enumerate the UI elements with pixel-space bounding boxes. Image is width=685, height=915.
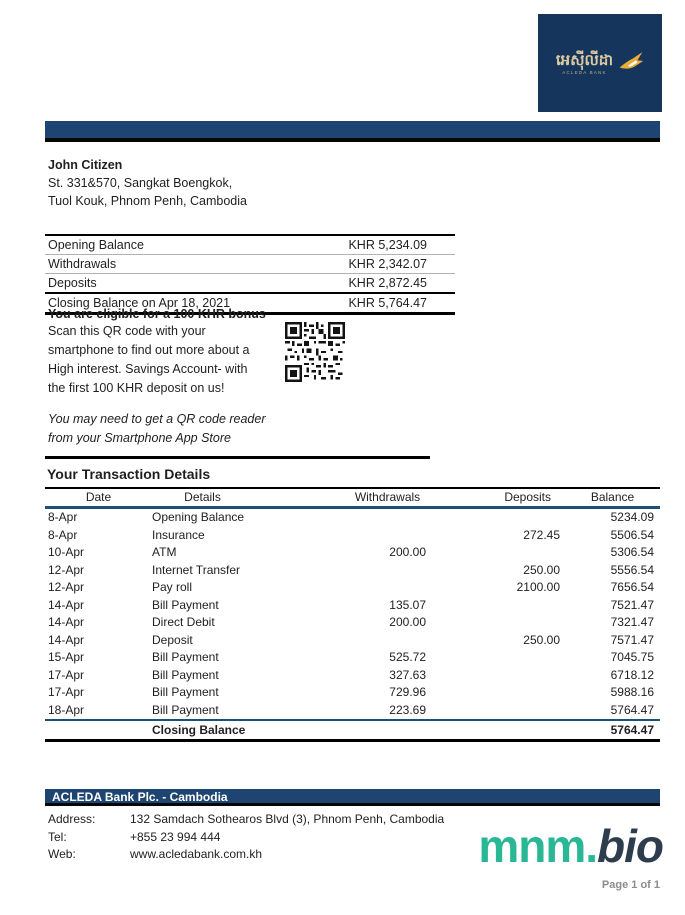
cell-date: 8-Apr	[48, 527, 78, 542]
cell-withdrawals	[345, 579, 430, 597]
cell-balance: 5556.54	[610, 562, 654, 577]
transactions-title: Your Transaction Details	[47, 466, 211, 482]
promo-note	[45, 410, 430, 448]
table-row	[45, 667, 660, 685]
acleda-logo	[538, 14, 662, 112]
table-row	[45, 509, 660, 527]
cell-withdrawals: 200.00	[389, 545, 426, 559]
cell-balance: 7656.54	[610, 580, 654, 594]
cell-date: 8-Apr	[48, 510, 78, 524]
cell-deposits	[430, 684, 565, 702]
promo-body-line: Scan this QR code with your	[48, 324, 206, 338]
table-row	[45, 632, 660, 650]
cell-date: 18-Apr	[48, 702, 85, 717]
header-bar	[45, 121, 660, 142]
table-row	[45, 614, 660, 632]
cell-date: 14-Apr	[48, 597, 85, 612]
column-header-deposits: Deposits	[504, 490, 551, 504]
cell-balance: 7521.47	[610, 597, 654, 612]
cell-date: 14-Apr	[48, 615, 85, 629]
contact-row-tel	[48, 829, 444, 847]
cell-balance: 5306.54	[610, 545, 654, 559]
closing-balance-row	[45, 719, 660, 742]
cell-details: Insurance	[152, 527, 205, 542]
cell-date: 10-Apr	[48, 545, 85, 559]
cell-details: Opening Balance	[152, 510, 245, 524]
contact-row-address	[48, 811, 444, 829]
cell-deposits	[430, 702, 565, 720]
summary-row-deposits	[45, 274, 455, 294]
cell-withdrawals	[345, 527, 430, 545]
cell-withdrawals: 223.69	[389, 702, 426, 717]
cell-details: Bill Payment	[152, 650, 219, 664]
promo-headline: You are eligible for a 100 KHR bonus	[48, 307, 266, 321]
cell-deposits	[430, 614, 565, 632]
cell-withdrawals	[345, 509, 430, 527]
cell-details: Bill Payment	[152, 597, 219, 612]
promo-note-line: You may need to get a QR code reader	[48, 412, 266, 426]
cell-date: 15-Apr	[48, 650, 85, 664]
web-value: www.acledabank.com.kh	[130, 847, 263, 861]
footer-bank-bar	[45, 789, 660, 806]
table-row	[45, 702, 660, 720]
cell-deposits: 2100.00	[516, 580, 560, 594]
tel-value: +855 23 994 444	[130, 829, 221, 844]
cell-date: 17-Apr	[48, 667, 85, 682]
cell-withdrawals	[345, 632, 430, 650]
web-label: Web:	[48, 847, 76, 861]
footer-bank-title: ACLEDA Bank Plc. - Cambodia	[52, 790, 228, 804]
promo-body-line: smartphone to find out more about a	[48, 343, 250, 357]
cell-withdrawals	[345, 562, 430, 580]
logo-row	[556, 51, 644, 76]
summary-value: KHR 2,342.07	[348, 257, 427, 271]
cell-withdrawals: 327.63	[389, 667, 426, 682]
summary-value: KHR 5,234.09	[348, 238, 427, 252]
contact-row-web	[48, 846, 444, 864]
cell-details: Deposit	[152, 632, 193, 647]
column-header-details: Details	[184, 490, 221, 504]
closing-balance-label: Closing Balance	[152, 723, 246, 737]
summary-label: Opening Balance	[48, 238, 144, 252]
recipient-address-line2: Tuol Kouk, Phnom Penh, Cambodia	[48, 194, 247, 208]
summary-value: KHR 5,764.47	[348, 296, 427, 310]
cell-balance: 7045.75	[610, 650, 654, 664]
column-header-balance: Balance	[590, 490, 635, 504]
cell-details: ATM	[152, 545, 177, 559]
column-header-withdrawals: Withdrawals	[354, 490, 421, 504]
column-header-date: Date	[85, 490, 112, 504]
cell-deposits	[430, 597, 565, 615]
bird-icon	[618, 51, 644, 76]
cell-details: Bill Payment	[152, 685, 219, 699]
cell-date: 12-Apr	[48, 580, 85, 594]
summary-label: Deposits	[48, 276, 97, 290]
cell-details: Direct Debit	[152, 615, 215, 629]
summary-row-withdrawals	[45, 255, 455, 274]
cell-withdrawals: 525.72	[389, 650, 426, 664]
cell-deposits	[430, 544, 565, 562]
cell-date: 12-Apr	[48, 562, 85, 577]
cell-balance: 7571.47	[610, 632, 654, 647]
promo-body-line: High interest. Savings Account- with	[48, 362, 248, 376]
tel-label: Tel:	[48, 829, 67, 844]
summary-value: KHR 2,872.45	[348, 276, 427, 290]
cell-deposits: 250.00	[523, 632, 560, 647]
mnm-bio-watermark	[478, 822, 663, 870]
table-row	[45, 597, 660, 615]
logo-subtitle: ACLEDA BANK	[562, 69, 607, 75]
qr-code	[285, 322, 345, 382]
watermark-prefix: mnm.	[478, 820, 598, 872]
address-value: 132 Samdach Sothearos Blvd (3), Phnom Penh, Cambodia	[130, 812, 445, 826]
cell-deposits	[430, 649, 565, 667]
cell-balance: 5764.47	[610, 702, 654, 717]
table-row	[45, 527, 660, 545]
cell-balance: 5506.54	[610, 527, 654, 542]
cell-date	[45, 721, 152, 739]
table-row	[45, 579, 660, 597]
cell-balance: 6718.12	[610, 667, 654, 682]
footer-contact-block	[48, 811, 444, 864]
logo-khmer-text: អេស៊ីលីដា	[555, 51, 614, 69]
summary-row-opening	[45, 236, 455, 255]
closing-balance-value: 5764.47	[610, 723, 654, 737]
balance-summary-table	[45, 234, 455, 315]
cell-date: 14-Apr	[48, 632, 85, 647]
cell-deposits: 250.00	[523, 562, 560, 577]
cell-details: Pay roll	[152, 580, 193, 594]
cell-deposits	[430, 509, 565, 527]
cell-details: Bill Payment	[152, 667, 219, 682]
table-row	[45, 649, 660, 667]
summary-label: Withdrawals	[48, 257, 117, 271]
cell-withdrawals: 729.96	[389, 685, 426, 699]
cell-balance: 5988.16	[610, 685, 654, 699]
summary-label: Closing Balance on Apr 18, 2021	[48, 296, 231, 310]
cell-withdrawals: 135.07	[389, 597, 426, 612]
promo-note-line: from your Smartphone App Store	[48, 431, 231, 445]
cell-balance: 5234.09	[610, 510, 654, 524]
cell-deposits	[430, 667, 565, 685]
table-row	[45, 684, 660, 702]
page-indicator: Page 1 of 1	[601, 879, 660, 891]
cell-details: Bill Payment	[152, 702, 219, 717]
recipient-name: John Citizen	[48, 158, 123, 172]
cell-withdrawals: 200.00	[389, 615, 426, 629]
cell-details: Internet Transfer	[152, 562, 241, 577]
transactions-header-row	[45, 487, 660, 509]
promo-body-line: the first 100 KHR deposit on us!	[48, 381, 225, 395]
watermark-suffix: bio	[597, 820, 663, 872]
logo-text	[556, 52, 613, 75]
table-row	[45, 544, 660, 562]
cell-date: 17-Apr	[48, 685, 85, 699]
cell-balance: 7321.47	[610, 615, 654, 629]
table-row	[45, 562, 660, 580]
cell-deposits: 272.45	[523, 527, 560, 542]
recipient-block	[48, 156, 247, 210]
transactions-table	[45, 487, 660, 742]
promo-section	[45, 306, 430, 459]
address-label: Address:	[48, 812, 96, 826]
recipient-address-line1: St. 331&570, Sangkat Boengkok,	[48, 176, 233, 190]
